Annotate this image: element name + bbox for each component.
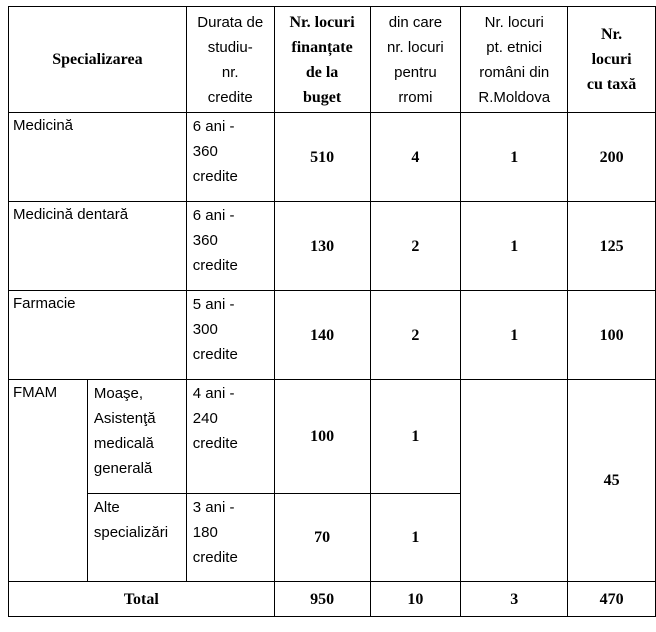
header-taxa-line: locuri (591, 51, 632, 68)
durata-line: 240 (192, 410, 218, 427)
fmam-etnici-empty (461, 380, 568, 582)
admission-table-wrapper (8, 6, 656, 617)
header-romi-line: nr. locuri (387, 38, 444, 56)
durata-line: 6 ani - (192, 118, 235, 135)
row-specialization: Medicină (9, 113, 187, 202)
table-row (9, 291, 656, 380)
durata-line: credite (192, 549, 238, 566)
table-row (9, 202, 656, 291)
row-durata (186, 291, 274, 380)
row-durata (186, 202, 274, 291)
header-etnici (461, 7, 568, 113)
header-buget-line: Nr. locuri (289, 13, 355, 31)
header-romi-line: pentru (394, 63, 437, 81)
header-taxa (568, 7, 656, 113)
fmam-group-label: FMAM (9, 380, 88, 582)
header-taxa-line: Nr. (600, 26, 623, 43)
sub-name-line: generală (93, 460, 153, 477)
row-taxa: 100 (568, 291, 656, 380)
header-buget-line: buget (302, 88, 342, 106)
row-durata (186, 494, 274, 582)
header-durata-line: Durata de (197, 13, 264, 31)
header-romi-line: din care (388, 13, 443, 31)
header-durata-line: nr. (221, 63, 239, 81)
sub-name-line: Asistenţă (93, 410, 156, 427)
durata-line: 180 (192, 524, 218, 541)
admission-places-table (8, 6, 656, 617)
total-taxa: 470 (568, 582, 656, 617)
total-row (9, 582, 656, 617)
total-romi: 10 (370, 582, 461, 617)
fmam-sub-name (87, 380, 186, 494)
durata-line: 6 ani - (192, 207, 235, 224)
durata-line: 3 ani - (192, 499, 235, 516)
row-taxa: 125 (568, 202, 656, 291)
header-etnici-line: pt. etnici (486, 38, 543, 56)
header-durata-line: credite (207, 88, 253, 106)
header-etnici-line: R.Moldova (478, 88, 551, 106)
row-romi: 1 (370, 380, 461, 494)
fmam-taxa: 45 (568, 380, 656, 582)
row-durata (186, 380, 274, 494)
durata-line: 4 ani - (192, 385, 235, 402)
header-etnici-line: Nr. locuri (484, 13, 544, 31)
total-label: Total (9, 582, 275, 617)
table-row-fmam (9, 380, 656, 494)
row-durata (186, 113, 274, 202)
durata-line: credite (192, 257, 238, 274)
header-buget (274, 7, 370, 113)
sub-name-line: medicală (93, 435, 154, 452)
row-romi: 4 (370, 113, 461, 202)
durata-line: 300 (192, 321, 218, 338)
row-romi: 2 (370, 291, 461, 380)
header-buget-line: finanțate (291, 38, 353, 56)
total-buget: 950 (274, 582, 370, 617)
row-specialization: Medicină dentară (9, 202, 187, 291)
row-specialization: Farmacie (9, 291, 187, 380)
row-buget: 510 (274, 113, 370, 202)
row-buget: 100 (274, 380, 370, 494)
durata-line: credite (192, 168, 238, 185)
durata-line: 5 ani - (192, 296, 235, 313)
sub-name-line: specializări (93, 524, 169, 541)
header-durata-line: studiu- (207, 38, 253, 56)
durata-line: 360 (192, 232, 218, 249)
row-etnici: 1 (461, 113, 568, 202)
durata-line: credite (192, 435, 238, 452)
table-row (9, 113, 656, 202)
row-buget: 70 (274, 494, 370, 582)
header-durata (186, 7, 274, 113)
sub-name-line: Moaşe, (93, 385, 144, 402)
header-row (9, 7, 656, 113)
sub-name-line: Alte (93, 499, 120, 516)
fmam-sub-name (87, 494, 186, 582)
row-buget: 130 (274, 202, 370, 291)
row-etnici: 1 (461, 291, 568, 380)
row-taxa: 200 (568, 113, 656, 202)
header-etnici-line: români din (479, 63, 550, 81)
header-taxa-line: cu taxă (586, 76, 637, 93)
header-specializarea: Specializarea (9, 7, 187, 113)
header-romi (370, 7, 461, 113)
row-buget: 140 (274, 291, 370, 380)
durata-line: 360 (192, 143, 218, 160)
header-romi-line: rromi (398, 88, 433, 106)
durata-line: credite (192, 346, 238, 363)
row-etnici: 1 (461, 202, 568, 291)
total-etnici: 3 (461, 582, 568, 617)
header-buget-line: de la (305, 63, 339, 81)
row-romi: 1 (370, 494, 461, 582)
row-romi: 2 (370, 202, 461, 291)
